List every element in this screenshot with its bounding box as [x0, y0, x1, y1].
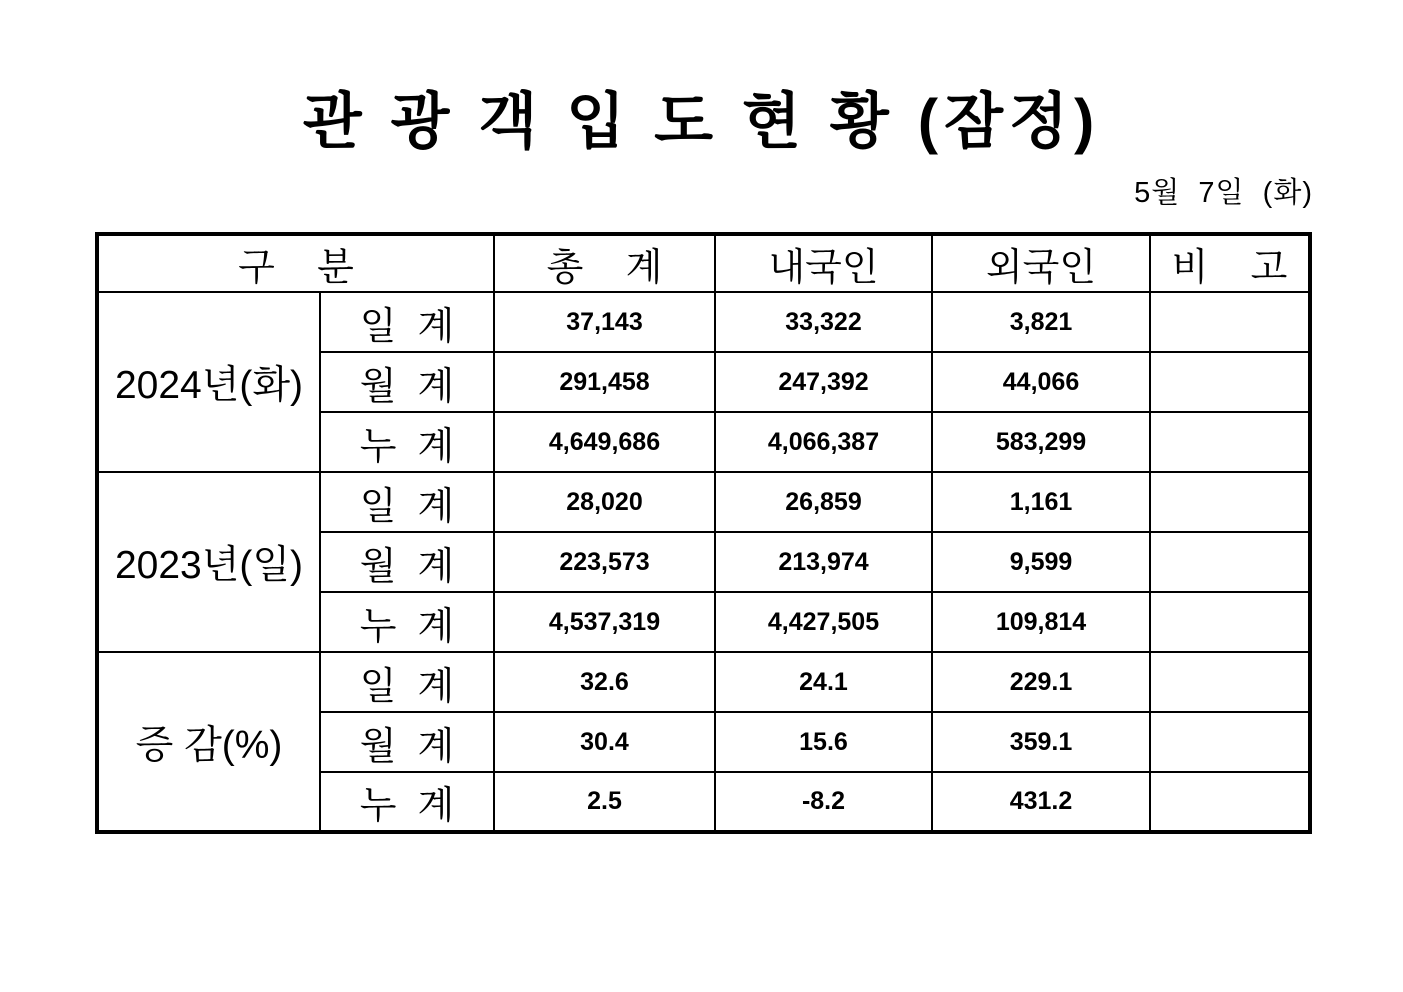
header-foreign: 외국인 [932, 234, 1150, 292]
header-domestic: 내국인 [715, 234, 932, 292]
value-foreign: 229.1 [932, 652, 1150, 712]
value-note [1150, 772, 1310, 832]
header-gubun: 구 분 [97, 234, 494, 292]
value-note [1150, 652, 1310, 712]
table-row [97, 472, 1310, 532]
value-total: 37,143 [494, 292, 715, 352]
value-note [1150, 292, 1310, 352]
value-foreign: 44,066 [932, 352, 1150, 412]
value-domestic: 33,322 [715, 292, 932, 352]
value-note [1150, 532, 1310, 592]
value-foreign: 359.1 [932, 712, 1150, 772]
value-domestic: 24.1 [715, 652, 932, 712]
value-total: 4,537,319 [494, 592, 715, 652]
table-header-row [97, 234, 1310, 292]
value-foreign: 109,814 [932, 592, 1150, 652]
value-total: 30.4 [494, 712, 715, 772]
value-note [1150, 592, 1310, 652]
value-total: 32.6 [494, 652, 715, 712]
value-foreign: 431.2 [932, 772, 1150, 832]
value-domestic: 4,066,387 [715, 412, 932, 472]
value-domestic: -8.2 [715, 772, 932, 832]
header-total: 총 계 [494, 234, 715, 292]
value-foreign: 9,599 [932, 532, 1150, 592]
row-label-cumulative: 누 계 [320, 772, 494, 832]
value-total: 4,649,686 [494, 412, 715, 472]
header-note: 비 고 [1150, 234, 1310, 292]
value-foreign: 1,161 [932, 472, 1150, 532]
row-label-daily: 일 계 [320, 652, 494, 712]
group-label-2023: 2023년(일) [97, 472, 320, 652]
table-row [97, 292, 1310, 352]
value-domestic: 15.6 [715, 712, 932, 772]
row-label-monthly: 월 계 [320, 532, 494, 592]
value-total: 223,573 [494, 532, 715, 592]
value-note [1150, 712, 1310, 772]
group-label-change: 증 감(%) [97, 652, 320, 832]
table-row [97, 652, 1310, 712]
row-label-monthly: 월 계 [320, 352, 494, 412]
value-note [1150, 352, 1310, 412]
value-note [1150, 472, 1310, 532]
value-total: 28,020 [494, 472, 715, 532]
group-label-2024: 2024년(화) [97, 292, 320, 472]
value-foreign: 583,299 [932, 412, 1150, 472]
value-total: 291,458 [494, 352, 715, 412]
value-domestic: 4,427,505 [715, 592, 932, 652]
row-label-daily: 일 계 [320, 292, 494, 352]
tourist-arrival-table [95, 232, 1312, 834]
page-title: 관 광 객 입 도 현 황 (잠정) [302, 87, 1101, 155]
row-label-cumulative: 누 계 [320, 592, 494, 652]
row-label-monthly: 월 계 [320, 712, 494, 772]
value-total: 2.5 [494, 772, 715, 832]
report-date: 5월 7일 (화) [1134, 177, 1313, 209]
value-domestic: 26,859 [715, 472, 932, 532]
row-label-cumulative: 누 계 [320, 412, 494, 472]
row-label-daily: 일 계 [320, 472, 494, 532]
value-domestic: 247,392 [715, 352, 932, 412]
value-note [1150, 412, 1310, 472]
value-domestic: 213,974 [715, 532, 932, 592]
value-foreign: 3,821 [932, 292, 1150, 352]
